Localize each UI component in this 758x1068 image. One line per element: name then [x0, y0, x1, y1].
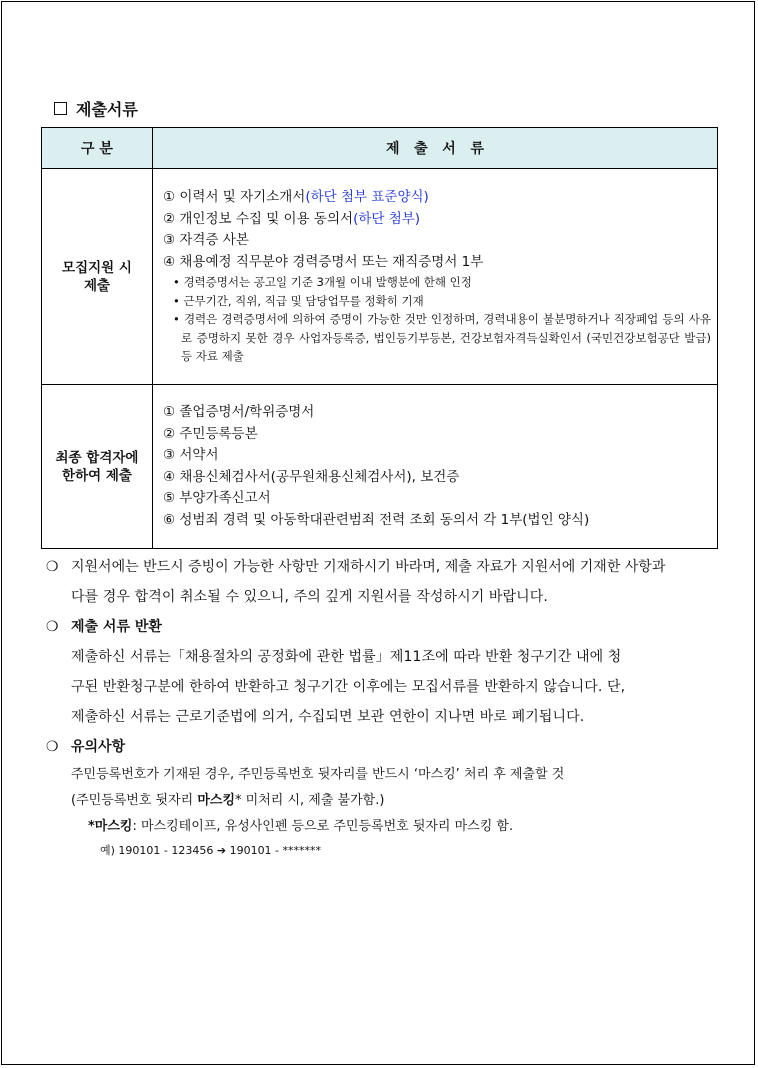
circle-bullet-icon: ❍ [46, 619, 59, 635]
table-row [42, 169, 718, 385]
caution-line: (주민등록번호 뒷자리 마스킹* 미처리 시, 제출 불가함.) [71, 793, 385, 808]
table-header-row [42, 128, 718, 169]
circle-bullet-icon: ❍ [46, 559, 59, 575]
row-items [153, 169, 718, 385]
masking-definition: *마스킹: 마스킹테이프, 유성사인펜 등으로 주민등록번호 뒷자리 마스킹 함. [88, 819, 514, 834]
notices [46, 552, 726, 862]
warning-line: 다를 경우 합격이 취소될 수 있으니, 주의 깊게 지원서를 작성하시기 바랍니다. [71, 589, 548, 605]
table-row [42, 385, 718, 549]
return-line: 제출하신 서류는「채용절차의 공정화에 관한 법률」제11조에 따라 반환 청구기간 내에 청 [71, 649, 622, 665]
warning-line: 지원서에는 반드시 증빙이 가능한 사항만 기재하시기 바라며, 제출 자료가 지원서에 기재한 사항과 [71, 559, 666, 575]
row-category [42, 169, 153, 385]
list-item: ② 개인정보 수집 및 이용 동의서(하단 첨부) [163, 210, 421, 227]
list-item: ① 이력서 및 자기소개서(하단 첨부 표준양식) [163, 189, 429, 206]
sub-item: • 근무기간, 직위, 직급 및 담당업무를 정확히 기재 [173, 293, 424, 308]
circle-bullet-icon: ❍ [46, 739, 59, 755]
category-label: 최종 합격자에 한하여 제출 [55, 449, 139, 484]
category-label: 모집지원 시 제출 [62, 259, 132, 294]
caution-heading [46, 732, 726, 762]
warning-notice [46, 552, 726, 582]
checkbox-icon [54, 102, 67, 115]
return-title: 제출 서류 반환 [71, 619, 162, 635]
list-item: ② 주민등록등본 [163, 425, 258, 442]
caution-line: 주민등록번호가 기재된 경우, 주민등록번호 뒷자리를 반드시 ‘마스킹’ 처리 후 제출할 것 [71, 767, 565, 782]
sub-item: • 경력은 경력증명서에 의하여 증명이 가능한 것만 인정하며, 경력내용이 불분명하거나 직장폐업 등의 사유로 증명하지 못한 경우 사업자등록증, 법인등기부등본, 건강보험자격득실확인서 (국민건강보험공단 발급) 등 자료 제출 [173, 312, 711, 364]
section-title [54, 97, 138, 120]
list-item: ⑤ 부양가족신고서 [163, 490, 271, 506]
return-line: 구된 반환청구분에 한하여 반환하고 청구기간 이후에는 모집서류를 반환하지 않습니다. 단, [71, 679, 626, 695]
caution-title: 유의사항 [71, 739, 126, 755]
sub-item: • 경력증명서는 공고일 기준 3개월 이내 발행분에 한해 인정 [173, 275, 472, 290]
section-title-text: 제출서류 [76, 100, 138, 119]
return-line: 제출하신 서류는 근로기준법에 의거, 수집되면 보관 연한이 지나면 바로 폐기됩니다. [71, 709, 585, 725]
list-item: ③ 자격증 사본 [163, 232, 249, 249]
list-item: ④ 채용신체검사서(공무원채용신체검사서), 보건증 [163, 468, 460, 485]
row-category [42, 385, 153, 549]
list-item: ④ 채용예정 직무분야 경력증명서 또는 재직증명서 1부 [163, 253, 484, 270]
list-item: ③ 서약서 [163, 447, 219, 463]
masking-example: 예) 190101 - 123456 ➔ 190101 - ******* [100, 844, 322, 857]
list-item: ① 졸업증명서/학위증명서 [163, 404, 315, 420]
row-items [153, 385, 718, 549]
header-category: 구 분 [42, 128, 153, 169]
header-documents: 제 출 서 류 [153, 128, 718, 169]
documents-table [41, 127, 718, 549]
return-heading [46, 612, 726, 642]
list-item: ⑥ 성범죄 경력 및 아동학대관련범죄 전력 조회 동의서 각 1부(법인 양식) [163, 511, 590, 528]
